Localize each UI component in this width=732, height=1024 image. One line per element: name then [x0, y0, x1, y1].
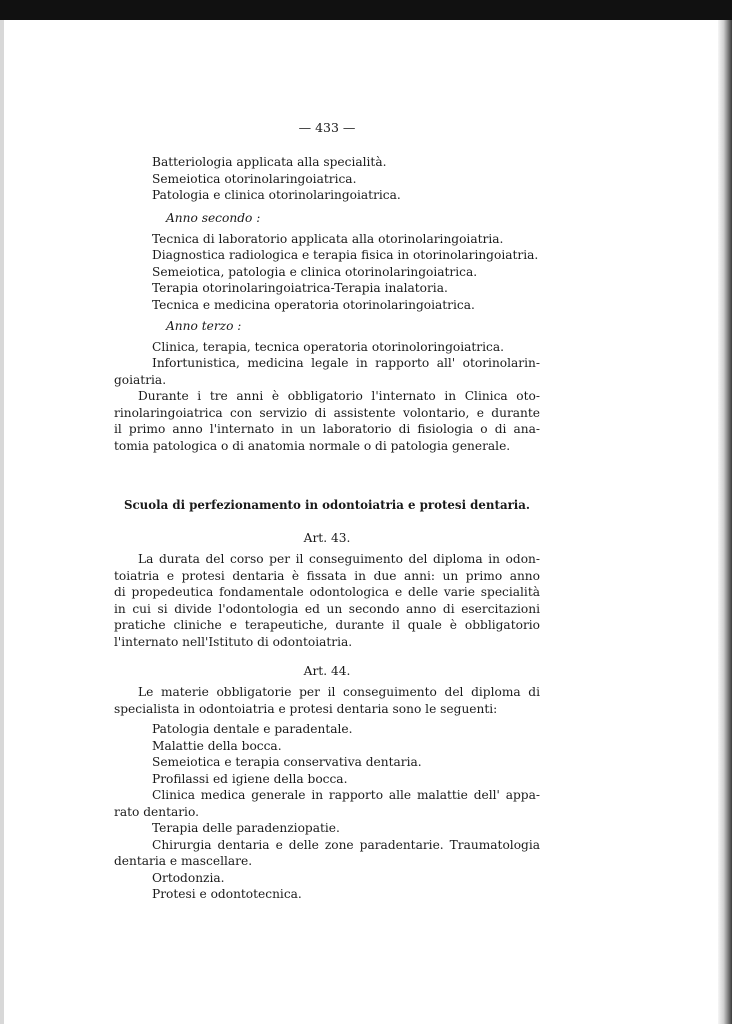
article-title: Art. 43.	[303, 531, 351, 545]
anno-secondo-section	[114, 210, 540, 313]
list-item-continuation: rato dentario.	[114, 804, 199, 819]
list-item-continuation: goiatria.	[114, 372, 167, 387]
list-item: Diagnostica radiologica e terapia fisica in otorinolaringoiatria.	[152, 248, 539, 262]
article-title: Art. 44.	[303, 664, 351, 678]
list-item: Malattie della bocca.	[152, 738, 282, 753]
anno-terzo-section	[114, 318, 540, 388]
paragraph-line: rinolaringoiatrica con servizio di assistente volontario, e durante	[114, 405, 540, 420]
subject-list-odontoiatria	[114, 721, 540, 903]
page-number: — 433 —	[298, 120, 356, 135]
paragraph-line: Le materie obbligatorie per il conseguimento del diploma di	[138, 685, 540, 699]
list-item: Chirurgia dentaria e delle zone paradentarie. Traumatologia	[152, 837, 540, 852]
article-44-body	[114, 684, 540, 717]
paragraph-line: pratiche cliniche e terapeutiche, durante il quale è obbligatorio	[114, 618, 540, 632]
list-item: Profilassi ed igiene della bocca.	[152, 771, 348, 786]
paragraph-line: Durante i tre anni è obbligatorio l'internato in Clinica oto-	[138, 389, 540, 403]
scan-top-border	[0, 0, 732, 20]
list-item: Protesi e odontotecnica.	[152, 887, 302, 901]
list-item: Semeiotica e terapia conservativa dentaria.	[152, 755, 422, 769]
scan-right-edge	[718, 20, 732, 1024]
list-item: Tecnica di laboratorio applicata alla otorinolaringoiatria.	[152, 231, 504, 246]
list-item: Patologia dentale e paradentale.	[152, 722, 353, 736]
paragraph-line: specialista in odontoiatria e protesi dentaria sono le seguenti:	[114, 701, 498, 716]
list-item-continuation: dentaria e mascellare.	[114, 854, 253, 868]
durante-paragraph	[114, 388, 540, 454]
year-heading: Anno terzo :	[166, 319, 242, 333]
paragraph-line: tomia patologica o di anatomia normale o di patologia generale.	[114, 438, 511, 453]
paragraph-line: in cui si divide l'odontologia ed un secondo anno di esercitazioni	[114, 601, 540, 616]
list-item: Clinica, terapia, tecnica operatoria otorinoloringoiatrica.	[152, 339, 504, 354]
list-item: Infortunistica, medicina legale in rapporto all' otorinolarin-	[152, 356, 540, 370]
list-item: Batteriologia applicata alla specialità.	[152, 155, 387, 169]
scan-left-edge	[0, 20, 4, 1024]
subject-list-a	[114, 154, 540, 204]
year-heading: Anno secondo :	[166, 211, 261, 225]
list-item: Ortodonzia.	[152, 870, 225, 885]
list-item: Terapia otorinolaringoiatrica-Terapia inalatoria.	[152, 281, 448, 295]
paragraph-line: La durata del corso per il conseguimento del diploma in odon-	[138, 552, 540, 566]
list-item: Patologia e clinica otorinolaringoiatrica.	[152, 188, 401, 202]
list-item: Terapia delle paradenziopatie.	[152, 821, 340, 835]
paragraph-line: il primo anno l'internato in un laboratorio di fisiologia o di ana-	[114, 422, 540, 436]
article-43-body	[114, 551, 540, 650]
list-item: Tecnica e medicina operatoria otorinolaringoiatrica.	[152, 297, 475, 312]
list-item: Semeiotica, patologia e clinica otorinolaringoiatrica.	[152, 264, 478, 279]
list-item: Clinica medica generale in rapporto alle malattie dell' appa-	[152, 788, 540, 802]
paragraph-line: di propedeutica fondamentale odontologica e delle varie specialità	[114, 585, 540, 599]
list-item: Semeiotica otorinolaringoiatrica.	[152, 171, 357, 186]
section-heading: Scuola di perfezionamento in odontoiatria e protesi dentaria.	[123, 498, 531, 512]
paragraph-line: l'internato nell'Istituto di odontoiatria.	[114, 634, 353, 649]
paragraph-line: toiatria e protesi dentaria è fissata in due anni: un primo anno	[114, 568, 540, 583]
